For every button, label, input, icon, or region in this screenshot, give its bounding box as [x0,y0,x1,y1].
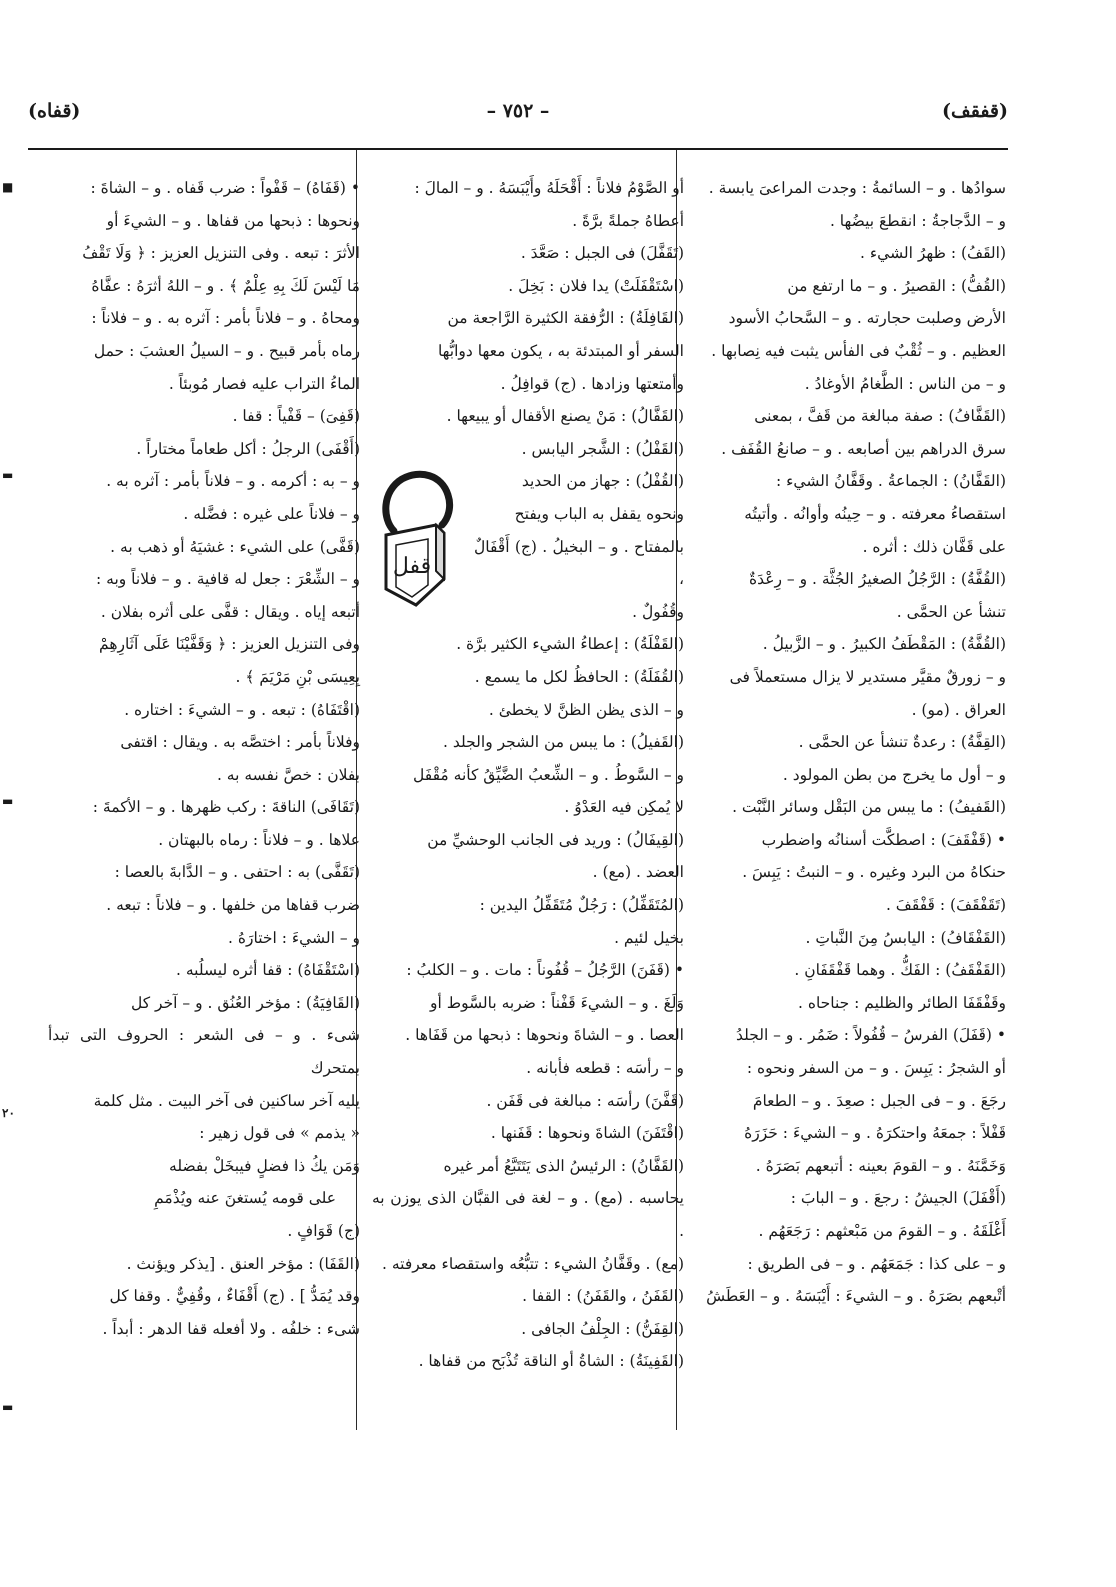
entry-line: وقد يُمَدُّ ] . (ج) أَقْفَاءٌ ، وقُفِيٌّ . وقفا كل [109,1287,360,1306]
entry-line: و – الدَّجاجةُ : انقطعَ بيضُها . [829,211,1006,230]
entry-line: (القَفيلُ) : ما يبس من الشجر والجلد . [443,733,684,752]
entry-line: و – السَّوطُ . و – الشِّعبُ الضَّيِّقُ كأنه مُقْفَل [412,765,684,784]
entry-line: استقصاءُ معرفته . و – حِينُه وأوانُه . وأتيتُه [744,504,1006,523]
entry-line: (القِفَّةُ) : رعدةٌ تنشأ عن الحمَّى . [798,733,1006,752]
entry-line: (اقْتَفَاهُ) : تبعه . و – الشيءَ : اختاره . [124,700,360,719]
column-left [48,172,360,1345]
entry-line: ومحاهُ . و – فلاناً بأمر : آثره به . و – فلاناً : [91,309,360,328]
entry-line: ضرب قفاها من خلفها . و – فلاناً : تبعه . [106,896,360,915]
entry-line: (ج) قَوَافٍ . [287,1222,360,1240]
entry-line: (اسْتَقْفَاهُ) : قفا أثره ليسلُبه . [176,961,360,980]
entry-line: (القُفَّةُ) : المَقْطَفُ الكبيرُ . و – الزَّبيلُ . [762,635,1006,654]
entry-line: (القَفَنُ ، والقَفَنُ) : القفا . [522,1287,684,1306]
column-middle [372,172,684,1378]
entry-line: سرق الدراهم بين أصابعه . و – صانعُ القُفَف . [721,439,1006,458]
entry-line: (القِيفَالُ) : وريد فى الجانب الوحشيِّ من [427,830,684,849]
entry-line: العظيم . و – ثُقْبٌ فى الفأس يثبت فيه نِصابها . [711,341,1006,360]
entry-line: بِعِيسَى بْنِ مَرْيَمَ ﴾ . [235,667,360,686]
entry-line: أتْبعهم بصَرَهُ . و – الشيءَ : أَيْبَسَهُ . و – العَطَشُ [706,1287,1006,1306]
page-header [28,100,1008,136]
entry-line: (المُتَقَفِّلُ) : رَجُلٌ مُتَقَفِّلُ اليدين : [479,896,684,915]
entry-line: (القَفْلُ) : الشَّجر اليابس . [521,439,684,458]
entry-line: (تَقَفَّى) به : احتفى . و – الدَّابةَ بالعصا : [114,863,360,882]
entry-line: • (قَفْقَفَ) : اصطكَّت أسنانُه واضطرب [761,830,1006,849]
entry-line: (القَفَا) : مؤخر العنق . [يذكر ويؤنث . [126,1254,360,1273]
entry-line: حنكاهُ من البرد وغيره . و – النبتُ : يَبِسَ . [742,863,1006,882]
margin-mark: ▬ [2,468,14,482]
entry-line: تنشأ عن الحمَّى . [896,602,1006,621]
entry-line: علاها . و – فلاناً : رماه بالبهتان . [158,830,360,849]
entry-line: بفلان : خصَّ نفسه به . [216,765,360,784]
entry-line: (تَقَفْقَفَ) : قَفْقَفَ . [885,896,1006,915]
header-right-entry: (قفقف) [942,100,1008,122]
entry-line: (قَفَّنَ) رأسَه : مبالغة فى قَفَن . [486,1091,684,1110]
entry-line: (القُفَّةُ) : الرَّجُلُ الصغيرُ الجُثَّة . و – رِعْدَةٌ [748,570,1006,589]
poem-verse: وَمَن يكُ ذا فضلٍ فيبخَلْ بفضله [169,1156,360,1175]
entry-line: (القَفْقَفُ) : الفَكُّ . وهما قَفْقَفَانِ . [794,961,1006,980]
entry-line: يحاسبه . (مع) . و – لغة فى القبَّان الذى يوزن به . [372,1189,684,1240]
entry-line: أعطاهُ جملةً برَّةً . [572,211,684,230]
poem-verse: على قومه يُستغنَ عنه ويُذْمَمِ [154,1189,336,1208]
entry-line: قَفْلاً : جمعَهُ واحتكرَهُ . و – الشيءَ : حَزَرَهُ [744,1124,1006,1143]
entry-line: وقَفْقَفَا الطائر والظليم : جناحاه . [797,993,1006,1012]
entry-line: (قَفَّى) على الشيء : غشيَهُ أو ذهب به . [110,537,360,556]
entry-line: (القَافِيَةُ) : مؤخر العُنُق . و – آخر كل [131,993,360,1012]
page-number: – ٧٥٢ – [486,100,550,122]
entry-line: على قَفَّان ذلك : أثره . [862,537,1006,556]
margin-mark: ٢٠ [2,1106,15,1120]
column-right [694,172,1006,1313]
entry-line: وقُفُولٌ . [632,602,684,621]
lock-label: قفل [392,554,432,580]
entry-line: شىء . و – فى الشعر : الحروف التى تبدأ بمتحرك [48,1026,360,1078]
header-left-entry: (قفاه) [28,100,81,122]
entry-line: ونحوه يقفل به الباب ويفتح [514,504,684,523]
entry-line: وَخَمَّنَهُ . و – القومَ بعينه : أتبعهم بَصَرَهُ . [755,1156,1006,1175]
entry-line: (القُفَلَةُ) : الحافظُ لكل ما يسمع . [474,667,684,686]
entry-line: رماه بأمر قبيح . و – السيلُ العشبَ : حمل [93,341,360,360]
entry-line: • (قَفَاهُ) – قَفْواً : ضرب قَفاه . و – الشاةَ : [90,179,360,197]
entry-line: و – على كذا : جَمَعَهُم . و – فى الطريق : [747,1254,1006,1273]
margin-mark: ▬ [2,1400,14,1414]
entry-line: وَلَغَ . و – الشيءَ قَفْناً : ضربه بالسَّوط أو [430,993,684,1012]
entry-line: السفر أو المبتدئة به ، يكون معها دوابُّها [437,341,684,360]
entry-line: أتبعه إياه . ويقال : قفَّى على أثره بفلان . [100,602,360,621]
margin-mark: ▬ [2,794,14,808]
entry-line: (قَفِىَ) – قَفْياً : قفا . [232,407,360,426]
entry-line: (القَفَّانُ) : الرئيسُ الذى يَتَتَبَّعُ أمر غيره [443,1156,684,1175]
entry-line: شىء : خلفُه . ولا أفعله قفا الدهر : أبداً . [102,1319,360,1338]
margin-mark: ■ [2,180,14,194]
entry-line: ونحوها : ذبحها من قفاها . و – الشيءَ أو [106,211,360,230]
entry-line: • (قَفَلَ) الفرسُ – قُفُولاً : ضَمُر . و – الجلدُ [735,1026,1006,1045]
entry-line: و – زورقٌ مقيَّر مستدير لا يزال مستعملاً فى [729,667,1006,686]
entry-line: و – فلاناً على غيره : فضَّله . [183,504,360,523]
entry-line: و – الشيءَ : اختارَهُ . [228,928,360,947]
entry-line: (القَفْقَافُ) : اليابسُ مِنَ النَّباتِ . [805,928,1006,947]
entry-line: (القَفيفُ) : ما يبس من البَقْل وسائر النَّبْت . [732,798,1006,817]
entry-line: (القَفِينَةُ) : الشاةُ أو الناقة تُذْبَح من قفاها . [418,1352,684,1371]
padlock-icon [372,469,468,609]
entry-line: وفلاناً بأمر : اختصَّه به . ويقال : اقتفى [120,733,360,752]
entry-line: أو الشجرُ : يَبِسَ . و – من السفر ونحوه : [746,1059,1006,1078]
entry-line: بالمفتاح . و – البخيلُ . (ج) أَقْفَالٌ ، [474,537,684,589]
entry-line: (القِفَنُّ) : الجِلْفُ الجافى . [521,1319,684,1338]
entry-line: الماءُ التراب عليه فصار مُوبئاً . [168,374,360,393]
entry-line: العصا . و – الشاةَ ونحوها : ذبحها من قَفَاها . [405,1026,684,1045]
entry-line: (اسْتَقْفَلَتْ) يدا فلان : بَخِلَ . [508,276,684,295]
entry-line: سوادُها . و – السائمةُ : وجدت المراعىَ يابسة . [708,179,1006,197]
entry-line: « يذمم » فى قول زهير : [199,1124,360,1143]
entry-line: مَا لَيْسَ لَكَ بِهِ عِلْمٌ ﴾ . و – اللهُ أثرَهُ : عفَّاهُ [91,276,360,295]
entry-line: العراق . (مو) . [911,700,1006,719]
entry-line: (القُفُّ) : القصيرُ . و – ما ارتفع من [787,276,1006,295]
entry-line: و – رأسَه : قطعه فأبانه . [526,1059,684,1078]
entry-line: لا يُمكِن فيه العَدْوُ . [564,798,684,817]
entry-line: (تَقَافَى) الناقةَ : ركب ظهرها . و – الأكمةَ : [92,798,360,817]
entry-line: أو الصَّوْمُ فلاناً : أَقْحَلَهُ وأَيْبَسَهُ . و – المالَ : [414,179,684,197]
entry-line: (أَقْفَى) الرجلُ : أكل طعاماً مختاراً . [136,439,360,458]
entry-line: وفى التنزيل العزيز : ﴿ وَقَفَّيْنَا عَلَى آثَارِهِمْ [99,635,360,654]
entry-line: أَغْلَقَهُ . و – القومَ من مَبْعثهم : رَجَعَهُم . [758,1222,1006,1240]
entry-line: (اقْتَفَنَ) الشاةَ ونحوها : قَفَنها . [490,1124,684,1143]
entry-line: و – الذى يظن الظنَّ لا يخطئ . [488,700,684,719]
entry-line: • (قَفَنَ) الرَّجُلُ – قُفُوناً : مات . و – الكلبُ : [406,961,684,980]
header-rule [28,148,1008,150]
entry-line: (القَفُ) : ظهرُ الشيء . [860,244,1006,263]
entry-line: (أَقْفَلَ) الجيشُ : رجعَ . و – البابَ : [790,1189,1006,1208]
entry-line: (القُفْلُ) : جهاز من الحديد [521,472,684,491]
entry-line: يليه آخر ساكنين فى آخر البيت . مثل كلمة [93,1091,360,1110]
entry-line: العضد . (مع) . [592,863,684,882]
entry-line: (القَفَّالُ) : مَنْ يصنع الأقفال أو يبيعها . [446,407,684,426]
entry-line: وأمتعتها وزادها . (ج) قوافِلُ . [500,374,684,393]
entry-line: الأثرَ : تبعه . وفى التنزيل العزيز : ﴿ وَلَا تَقْفُ [82,244,360,263]
entry-line: (القَفَّافُ) : صفة مبالغة من قَفَّ ، بمعنى [754,407,1006,426]
entry-line: (تَقَفَّلَ) فى الجبل : صَعَّدَ . [520,244,684,263]
entry-line: (مع) . وقَفَّانُ الشيء : تتبُّعُه واستقصاء معرفته . [382,1254,684,1273]
entry-line: و – الشِّعْرَ : جعل له قافية . و – فلاناً وبه : [95,570,360,589]
entry-line: (القَافِلَةُ) : الرُّفقة الكثيرة الرَّاجعة من [447,309,684,328]
entry-line: الأرض وصلبت حجارته . و – السَّحابُ الأسود [728,309,1006,328]
padlock-illustration [372,469,468,609]
entry-line: بخيل لئيم . [614,928,684,947]
entry-line: (القَفَّانُ) : الجماعةُ . وقَفَّانُ الشيء : [775,472,1006,491]
entry-line: رجَعَ . و – فى الجبل : صعِدَ . و – الطعامَ [752,1091,1006,1110]
entry-line: و – من الناس : الطَّغامُ الأوغادُ . [804,374,1006,393]
entry-line: (القَفْلَةُ) : إعطاءُ الشيء الكثير برَّة . [456,635,684,654]
entry-line: و – به : أكرمه . و – فلاناً بأمر : آثره به . [106,472,360,491]
entry-line: و – أول ما يخرج من بطن المولود . [782,765,1006,784]
